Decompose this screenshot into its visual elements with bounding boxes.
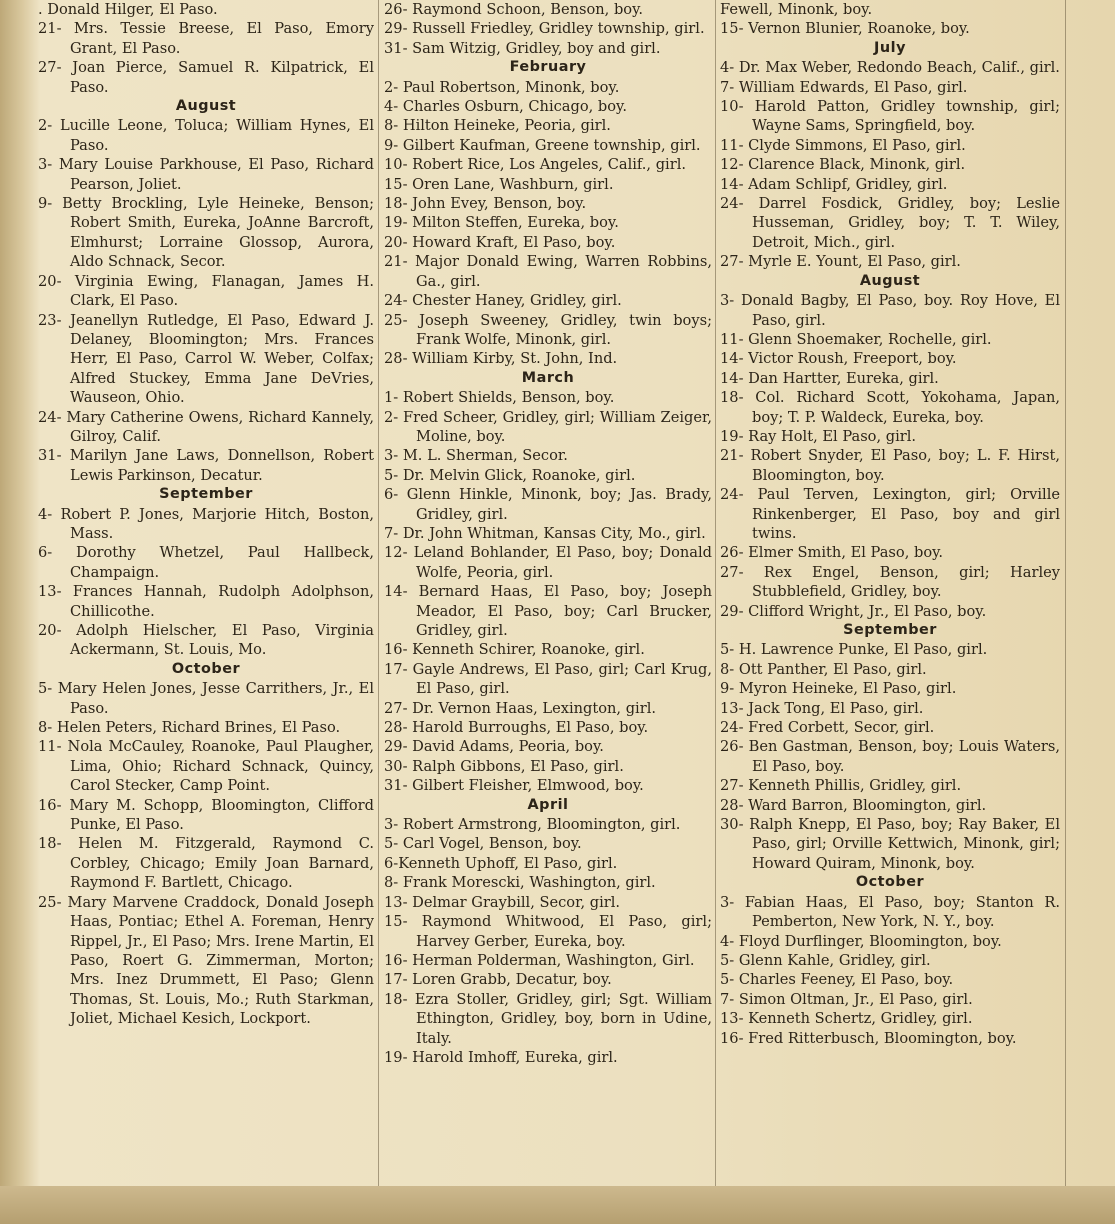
record-entry: 5- Charles Feeney, El Paso, boy.	[720, 971, 954, 989]
record-entry: 27- Dr. Vernon Haas, Lexington, girl.	[384, 699, 657, 717]
record-entry: 12- Leland Bohlander, El Paso, boy; Donald Wolfe, Peoria, girl.	[384, 544, 712, 581]
record-entry: 11- Clyde Simmons, El Paso, girl.	[720, 136, 966, 154]
record-entry: 14- Dan Hartter, Eureka, girl.	[720, 369, 939, 387]
column-middle	[384, 0, 712, 1186]
record-entry: 3- Fabian Haas, El Paso, boy; Stanton R. Pemberton, New York, N. Y., boy.	[720, 893, 1060, 931]
record-entry: 17- Loren Grabb, Decatur, boy.	[384, 971, 612, 989]
record-entry: 16- Fred Ritterbusch, Bloomington, boy.	[720, 1029, 1017, 1047]
record-entry: 4- Floyd Durflinger, Bloomington, boy.	[720, 932, 1002, 950]
record-entry: 15- Vernon Blunier, Roanoke, boy.	[720, 20, 970, 38]
record-entry: 18- Col. Richard Scott, Yokohama, Japan, boy; T. P. Waldeck, Eureka, boy.	[720, 389, 1060, 426]
record-entry: 29- Russell Friedley, Gridley township, girl.	[384, 20, 705, 38]
record-entry: 13- Jack Tong, El Paso, girl.	[720, 699, 924, 717]
column-divider	[1065, 0, 1066, 1186]
record-entry: 14- Bernard Haas, El Paso, boy; Joseph Meador, El Paso, boy; Carl Brucker, Gridley, girl.	[384, 583, 712, 639]
record-entry: 1- Robert Shields, Benson, boy.	[384, 389, 615, 407]
record-entry: 21- Mrs. Tessie Breese, El Paso, Emory Grant, El Paso.	[38, 20, 374, 57]
record-entry: 7- Dr. John Whitman, Kansas City, Mo., girl.	[384, 524, 706, 542]
record-entry: 16- Kenneth Schirer, Roanoke, girl.	[384, 641, 645, 659]
record-entry: 5- H. Lawrence Punke, El Paso, girl.	[720, 641, 988, 659]
record-entry: 27- Joan Pierce, Samuel R. Kilpatrick, El Paso.	[38, 59, 374, 96]
month-heading: August	[859, 272, 921, 289]
record-entry: 31- Sam Witzig, Gridley, boy and girl.	[384, 39, 661, 57]
record-entry: 31- Gilbert Fleisher, Elmwood, boy.	[384, 777, 644, 795]
column-left	[38, 0, 374, 1186]
record-entry: 27- Myrle E. Yount, El Paso, girl.	[720, 253, 961, 271]
record-entry: 2- Fred Scheer, Gridley, girl; William Zeiger, Moline, boy.	[384, 408, 712, 445]
record-entry: 19- Ray Holt, El Paso, girl.	[720, 427, 917, 445]
record-entry: 30- Ralph Knepp, El Paso, boy; Ray Baker, El Paso, girl; Orville Kettwich, Minonk, girl; Howard Quiram, Minonk, boy.	[720, 816, 1060, 872]
record-entry: 7- Simon Oltman, Jr., El Paso, girl.	[720, 990, 973, 1008]
record-entry: 9- Myron Heineke, El Paso, girl.	[720, 680, 957, 698]
record-entry: 3- Donald Bagby, El Paso, boy. Roy Hove, El Paso, girl.	[720, 292, 1060, 329]
page-bottom-edge	[0, 1186, 1115, 1224]
record-entry: 21- Robert Snyder, El Paso, boy; L. F. Hirst, Bloomington, boy.	[720, 447, 1060, 484]
record-entry: 24- Paul Terven, Lexington, girl; Orville Rinkenberger, El Paso, boy and girl twins.	[720, 486, 1060, 542]
month-heading: September	[159, 486, 253, 503]
record-entry: 9- Betty Brockling, Lyle Heineke, Benson; Robert Smith, Eureka, JoAnne Barcroft, Elmhurst; Lorraine Glossop, Aurora, Aldo Schnack, Secor.	[38, 195, 374, 271]
record-entry: 2- Lucille Leone, Toluca; William Hynes, El Paso.	[38, 117, 374, 154]
record-entry: 26- Ben Gastman, Benson, boy; Louis Waters, El Paso, boy.	[720, 738, 1060, 775]
record-entry: 30- Ralph Gibbons, El Paso, girl.	[384, 757, 624, 775]
record-entry: 26- Raymond Schoon, Benson, boy.	[384, 1, 644, 18]
record-entry: 29- Clifford Wright, Jr., El Paso, boy.	[720, 602, 987, 620]
record-entry: 28- William Kirby, St. John, Ind.	[384, 350, 618, 368]
record-entry: 4- Charles Osburn, Chicago, boy.	[384, 98, 627, 116]
record-entry: 24- Fred Corbett, Secor, girl.	[720, 719, 935, 737]
record-entry: 9- Gilbert Kaufman, Greene township, girl.	[384, 136, 701, 154]
record-entry: 5- Mary Helen Jones, Jesse Carrithers, Jr., El Paso.	[38, 680, 374, 717]
record-entry: 3- Robert Armstrong, Bloomington, girl.	[384, 816, 681, 834]
record-entry: 27- Rex Engel, Benson, girl; Harley Stubblefield, Gridley, boy.	[720, 563, 1060, 601]
record-entry: 4- Robert P. Jones, Marjorie Hitch, Boston, Mass.	[38, 505, 374, 542]
record-entry: 20- Adolph Hielscher, El Paso, Virginia Ackermann, St. Louis, Mo.	[38, 622, 374, 659]
record-entry: 20- Virginia Ewing, Flanagan, James H. Clark, El Paso.	[38, 272, 374, 310]
record-entry: 24- Chester Haney, Gridley, girl.	[384, 292, 622, 310]
record-entry: 10- Harold Patton, Gridley township, girl; Wayne Sams, Springfield, boy.	[720, 98, 1060, 135]
column-right	[720, 0, 1060, 1186]
column-divider	[715, 0, 716, 1186]
record-entry: 7- William Edwards, El Paso, girl.	[720, 78, 968, 96]
record-entry: 26- Elmer Smith, El Paso, boy.	[720, 544, 944, 562]
record-entry: 18- Helen M. Fitzgerald, Raymond C. Corbley, Chicago; Emily Joan Barnard, Raymond F. Bartlett, Chicago.	[38, 835, 374, 892]
record-entry: 8- Ott Panther, El Paso, girl.	[720, 660, 927, 678]
record-entry: 27- Kenneth Phillis, Gridley, girl.	[720, 777, 962, 795]
record-entry: 3- M. L. Sherman, Secor.	[384, 447, 568, 465]
record-entry: 21- Major Donald Ewing, Warren Robbins, Ga., girl.	[384, 253, 712, 290]
month-heading: April	[527, 796, 569, 813]
record-entry: 5- Dr. Melvin Glick, Roanoke, girl.	[384, 466, 636, 484]
month-heading: October	[855, 874, 925, 891]
record-entry: 19- Harold Imhoff, Eureka, girl.	[384, 1048, 618, 1066]
month-heading: February	[509, 59, 587, 76]
record-entry: 5- Glenn Kahle, Gridley, girl.	[720, 951, 931, 969]
record-entry: 13- Kenneth Schertz, Gridley, girl.	[720, 1010, 973, 1028]
record-entry: 16- Herman Polderman, Washington, Girl.	[384, 951, 695, 969]
record-entry: 11- Nola McCauley, Roanoke, Paul Plaugher, Lima, Ohio; Richard Schnack, Quincy, Carol Stecker, Camp Point.	[38, 738, 374, 795]
month-heading: March	[521, 369, 575, 386]
record-entry: 13- Frances Hannah, Rudolph Adolphson, Chillicothe.	[38, 583, 374, 620]
record-entry: 6- Dorothy Whetzel, Paul Hallbeck, Champaign.	[38, 544, 374, 581]
record-entry: 6- Glenn Hinkle, Minonk, boy; Jas. Brady, Gridley, girl.	[384, 486, 712, 523]
record-entry: 2- Paul Robertson, Minonk, boy.	[384, 78, 620, 96]
record-entry: 17- Gayle Andrews, El Paso, girl; Carl Krug, El Paso, girl.	[384, 660, 712, 698]
record-entry: 25- Joseph Sweeney, Gridley, twin boys; Frank Wolfe, Minonk, girl.	[384, 311, 712, 348]
record-entry: 23- Jeanellyn Rutledge, El Paso, Edward J. Delaney, Bloomington; Mrs. Frances Herr, El Paso, Carrol W. Weber, Colfax; Alfred Stuckey, Emma Jane DeVries, Wauseon, Ohio.	[38, 311, 374, 407]
record-entry: . Donald Hilger, El Paso.	[38, 1, 218, 18]
month-heading: September	[843, 622, 937, 638]
record-entry: 28- Harold Burroughs, El Paso, boy.	[384, 719, 649, 737]
record-entry: 14- Adam Schlipf, Gridley, girl.	[720, 175, 948, 193]
record-entry: 10- Robert Rice, Los Angeles, Calif., girl.	[384, 156, 687, 174]
record-entry: 18- John Evey, Benson, boy.	[384, 195, 587, 213]
month-heading: August	[175, 98, 237, 115]
record-entry: 12- Clarence Black, Minonk, girl.	[720, 156, 966, 174]
record-entry: 25- Mary Marvene Craddock, Donald Joseph Haas, Pontiac; Ethel A. Foreman, Henry Rippel, Jr., El Paso; Mrs. Irene Martin, El Paso, Roert G. Zimmerman, Morton; Mrs. Inez Drummett, El Paso; Glenn Thomas, St. Louis, Mo.; Ruth Starkman, Joliet, Michael Kesich, Lockport.	[38, 893, 374, 1028]
record-entry: 3- Mary Louise Parkhouse, El Paso, Richard Pearson, Joliet.	[38, 156, 374, 193]
record-entry: 29- David Adams, Peoria, boy.	[384, 738, 604, 756]
record-entry: 20- Howard Kraft, El Paso, boy.	[384, 233, 616, 251]
record-entry: 31- Marilyn Jane Laws, Donnellson, Robert Lewis Parkinson, Decatur.	[38, 447, 374, 484]
column-divider	[378, 0, 379, 1186]
record-entry: 5- Carl Vogel, Benson, boy.	[384, 835, 582, 853]
record-entry: 8- Hilton Heineke, Peoria, girl.	[384, 117, 611, 135]
record-entry: 13- Delmar Graybill, Secor, girl.	[384, 893, 621, 911]
record-entry: 24- Darrel Fosdick, Gridley, boy; Leslie Husseman, Gridley, boy; T. T. Wiley, Detroit, Mich., girl.	[720, 195, 1060, 251]
record-entry: 8- Frank Morescki, Washington, girl.	[384, 874, 656, 892]
record-entry: 4- Dr. Max Weber, Redondo Beach, Calif., girl.	[720, 59, 1060, 77]
record-entry: 15- Raymond Whitwood, El Paso, girl; Harvey Gerber, Eureka, boy.	[384, 913, 712, 950]
record-entry: 6-Kenneth Uphoff, El Paso, girl.	[384, 854, 618, 872]
record-entry: 15- Oren Lane, Washburn, girl.	[384, 175, 614, 193]
record-entry: Fewell, Minonk, boy.	[720, 1, 873, 18]
record-entry: 18- Ezra Stoller, Gridley, girl; Sgt. William Ethington, Gridley, boy, born in Udine, Italy.	[384, 990, 712, 1047]
record-entry: 28- Ward Barron, Bloomington, girl.	[720, 796, 987, 814]
month-heading: July	[874, 39, 906, 56]
record-entry: 24- Mary Catherine Owens, Richard Kannely, Gilroy, Calif.	[38, 408, 374, 445]
record-entry: 11- Glenn Shoemaker, Rochelle, girl.	[720, 330, 992, 348]
record-entry: 14- Victor Roush, Freeport, boy.	[720, 350, 957, 368]
record-entry: 19- Milton Steffen, Eureka, boy.	[384, 214, 619, 232]
record-entry: 16- Mary M. Schopp, Bloomington, Clifford Punke, El Paso.	[38, 796, 374, 834]
month-heading: October	[171, 660, 241, 677]
record-entry: 8- Helen Peters, Richard Brines, El Paso.	[38, 719, 341, 737]
